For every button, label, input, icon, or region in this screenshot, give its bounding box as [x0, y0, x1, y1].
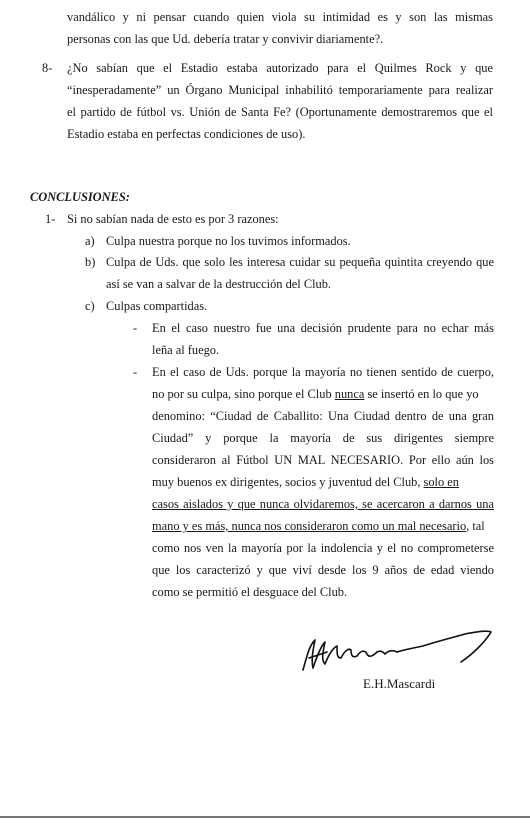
reason-a-text: Culpa nuestra porque no los tuvimos informados.: [106, 234, 351, 248]
sub-2-line-5: consideraron al Fútbol UN MAL NECESARIO. Por ello aún los: [152, 453, 494, 467]
sub-1-dash: -: [133, 321, 138, 335]
point-1-text: Si no sabían nada de esto es por 3 razones:: [67, 212, 279, 226]
reason-b-line-2: así se van a salvar de la destrucción del Club.: [106, 277, 332, 291]
sub-2-line-8-b: , tal: [466, 519, 485, 533]
signatory-name: E.H.Mascardi: [363, 676, 436, 691]
sub-2-line-11: como se permitió el desguace del Club.: [152, 585, 348, 599]
sub-2-line-1: En el caso de Uds. porque la mayoría no tienen sentido de cuerpo,: [152, 365, 494, 379]
item-8-line-1: ¿No sabían que el Estadio estaba autorizado para el Quilmes Rock y que: [67, 61, 493, 75]
sub-2-line-4: Ciudad” y porque la mayoría de sus dirigentes siempre: [152, 431, 494, 445]
reason-b-line-1: Culpa de Uds. que solo les interesa cuidar su pequeña quintita creyendo que: [106, 255, 494, 269]
sub-2-dash: -: [133, 365, 138, 379]
continuation-line-2: personas con las que Ud. debería tratar y convivir diariamente?.: [67, 32, 384, 46]
item-8-line-2: “inesperadamente” un Órgano Municipal inhabilitó temporariamente para realizar: [67, 83, 493, 97]
reason-c-text: Culpas compartidas.: [106, 299, 208, 313]
sub-2-line-2: [152, 387, 494, 402]
sub-2-line-10: que los caracterizó y que viví desde los 9 años de edad viendo: [152, 563, 494, 577]
sub-2-line-2-underlined: nunca: [334, 387, 365, 401]
reason-c-marker: c): [85, 299, 95, 313]
handwritten-signature: [295, 628, 495, 678]
sub-2-line-9: como nos ven la mayoría por la indolencia y el no comprometerse: [152, 541, 494, 555]
sub-1-line-1: En el caso nuestro fue una decisión prudente para no echar más: [152, 321, 494, 335]
item-8-line-3: el partido de fútbol vs. Unión de Santa Fe? (Oportunamente demostraremos que el: [67, 105, 493, 119]
page-bottom-rule: [0, 816, 530, 818]
sub-2-line-2-a: no por su culpa, sino porque el Club: [152, 387, 335, 401]
sub-2-line-8-underlined: mano y es más, nunca nos consideraron como un mal necesario: [152, 519, 467, 533]
item-8-number: 8-: [42, 61, 53, 75]
item-8-line-4: Estadio estaba en perfectas condiciones de uso).: [67, 127, 306, 141]
sub-2-line-7: casos aislados y que nunca olvidaremos, se acercaron a darnos una: [152, 497, 494, 511]
sub-2-line-6-underlined: solo en: [423, 475, 459, 489]
continuation-line-1: vandálico y ni pensar cuando quien viola su intimidad es y son las mismas: [67, 10, 493, 24]
sub-1-line-2: leña al fuego.: [152, 343, 220, 357]
sub-2-line-6-a: muy buenos ex dirigentes, socios y juventud del Club,: [152, 475, 424, 489]
sub-2-line-6: [152, 475, 494, 490]
reason-b-marker: b): [85, 255, 96, 269]
sub-2-line-8: [152, 519, 494, 534]
point-1-number: 1-: [45, 212, 56, 226]
reason-a-marker: a): [85, 234, 95, 248]
conclusions-heading: CONCLUSIONES:: [30, 190, 130, 204]
sub-2-line-2-b: se insertó en lo que yo: [364, 387, 479, 401]
sub-2-line-3: denomino: “Ciudad de Caballito: Una Ciudad dentro de una gran: [152, 409, 494, 423]
